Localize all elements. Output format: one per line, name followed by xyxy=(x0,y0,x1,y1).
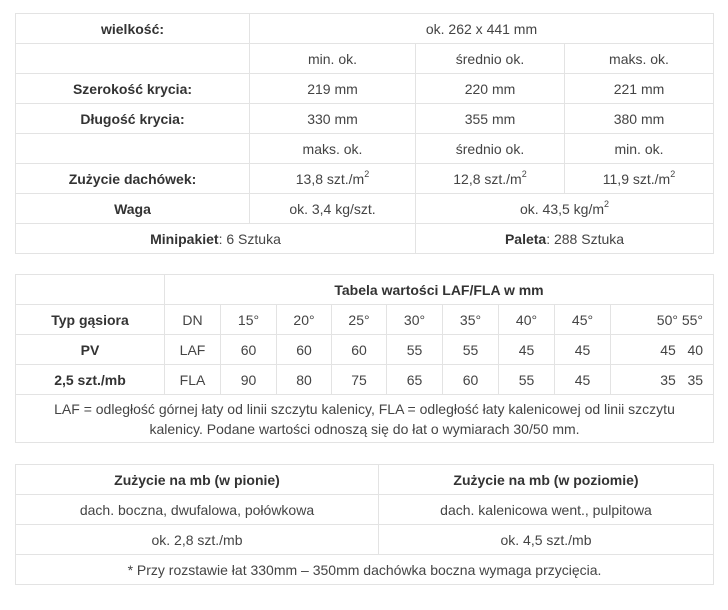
table-cell: 380 mm xyxy=(565,104,714,134)
table-row xyxy=(16,44,714,74)
table-cell: 55 xyxy=(499,365,555,395)
table-cell: 55 xyxy=(387,335,443,365)
vertical-types: dach. boczna, dwufalowa, połówkowa xyxy=(16,495,379,525)
table-row xyxy=(16,275,714,305)
dn-label: DN xyxy=(165,305,221,335)
table-cell-pair xyxy=(611,365,714,395)
table-cell: 55 xyxy=(443,335,499,365)
table-row xyxy=(16,395,714,443)
empty-cell xyxy=(16,275,165,305)
table-row xyxy=(16,335,714,365)
column-header: min. ok. xyxy=(565,134,714,164)
table-row xyxy=(16,224,714,254)
table-row xyxy=(16,104,714,134)
table-cell: 80 xyxy=(277,365,332,395)
table-cell: 220 mm xyxy=(416,74,565,104)
column-header: średnio ok. xyxy=(416,134,565,164)
column-header: średnio ok. xyxy=(416,44,565,74)
length-label: Długość krycia: xyxy=(16,104,250,134)
vertical-value: ok. 2,8 szt./mb xyxy=(16,525,379,555)
weight-piece: ok. 3,4 kg/szt. xyxy=(250,194,416,224)
angle-header: 40° xyxy=(499,305,555,335)
table-cell: 40 xyxy=(687,341,704,358)
table-cell-pair xyxy=(611,335,714,365)
table-row xyxy=(16,525,714,555)
table-cell: 330 mm xyxy=(250,104,416,134)
table-row xyxy=(16,164,714,194)
table-cell: 60 xyxy=(277,335,332,365)
table-row xyxy=(16,14,714,44)
table-cell xyxy=(565,164,714,194)
exponent: 2 xyxy=(364,168,370,179)
table-row xyxy=(16,365,714,395)
pallet-cell xyxy=(416,224,714,254)
pallet-label: Paleta xyxy=(504,230,547,247)
laf-label: LAF xyxy=(165,335,221,365)
exponent: 2 xyxy=(604,198,610,209)
table-cell: 90 xyxy=(221,365,277,395)
table-row xyxy=(16,465,714,495)
count-label: 2,5 szt./mb xyxy=(16,365,165,395)
width-label: Szerokość krycia: xyxy=(16,74,250,104)
angle-header: 35° xyxy=(443,305,499,335)
column-header: maks. ok. xyxy=(565,44,714,74)
horizontal-types: dach. kalenicowa went., pulpitowa xyxy=(379,495,714,525)
table-cell: 355 mm xyxy=(416,104,565,134)
fla-label: FLA xyxy=(165,365,221,395)
size-label: wielkość: xyxy=(16,14,250,44)
type-label: Typ gąsiora xyxy=(16,305,165,335)
table-note: LAF = odległość górnej łaty od linii szczytu kalenicy, FLA = odległość łaty kalenicowej od linii szczytu kalenicy. Podane wartości odnoszą się do łat o wymiarach 30/50 mm. xyxy=(16,395,714,443)
table-row xyxy=(16,305,714,335)
column-header: min. ok. xyxy=(250,44,416,74)
table-title: Tabela wartości LAF/FLA w mm xyxy=(165,275,714,305)
size-value: ok. 262 x 441 mm xyxy=(250,14,714,44)
empty-cell xyxy=(16,44,250,74)
empty-cell xyxy=(16,134,250,164)
table-cell: 60 xyxy=(221,335,277,365)
angle-header: 45° xyxy=(555,305,611,335)
angle-header: 15° xyxy=(221,305,277,335)
table-cell: 60 xyxy=(332,335,387,365)
angle-header: 55° xyxy=(681,311,704,328)
exponent: 2 xyxy=(521,168,527,179)
table-row xyxy=(16,134,714,164)
angle-header: 25° xyxy=(332,305,387,335)
table-cell: 35 xyxy=(687,371,704,388)
minipack-value: : 6 Sztuka xyxy=(218,230,281,247)
pallet-value: : 288 Sztuka xyxy=(546,230,625,247)
minipack-cell xyxy=(16,224,416,254)
laf-fla-table xyxy=(15,274,714,443)
table-cell: 60 xyxy=(443,365,499,395)
pv-label: PV xyxy=(16,335,165,365)
table-cell: 45 xyxy=(555,365,611,395)
vertical-header: Zużycie na mb (w pionie) xyxy=(16,465,379,495)
angle-header-pair xyxy=(611,305,714,335)
usage-value: 11,9 szt./m xyxy=(602,170,671,187)
table-cell xyxy=(250,164,416,194)
horizontal-value: ok. 4,5 szt./mb xyxy=(379,525,714,555)
exponent: 2 xyxy=(670,168,676,179)
usage-label: Zużycie dachówek: xyxy=(16,164,250,194)
table-cell xyxy=(416,164,565,194)
table-cell: 45 xyxy=(660,341,676,358)
table-cell: 45 xyxy=(499,335,555,365)
table-row xyxy=(16,74,714,104)
table-row xyxy=(16,495,714,525)
table-row xyxy=(16,194,714,224)
table-cell: 219 mm xyxy=(250,74,416,104)
column-header: maks. ok. xyxy=(250,134,416,164)
size-table xyxy=(15,13,714,254)
angle-header: 30° xyxy=(387,305,443,335)
weight-area: ok. 43,5 kg/m xyxy=(519,200,605,217)
table-cell xyxy=(416,194,714,224)
weight-label: Waga xyxy=(16,194,250,224)
table-row xyxy=(16,555,714,585)
table-cell: 35 xyxy=(660,371,676,388)
usage-value: 12,8 szt./m xyxy=(453,170,522,187)
mb-usage-table xyxy=(15,464,714,585)
angle-header: 20° xyxy=(277,305,332,335)
table-cell: 65 xyxy=(387,365,443,395)
angle-header: 50° xyxy=(656,311,678,328)
table-cell: 45 xyxy=(555,335,611,365)
usage-value: 13,8 szt./m xyxy=(295,170,365,187)
table-cell: 221 mm xyxy=(565,74,714,104)
minipack-label: Minipakiet xyxy=(150,230,219,247)
table-cell: 75 xyxy=(332,365,387,395)
horizontal-header: Zużycie na mb (w poziomie) xyxy=(379,465,714,495)
footnote: * Przy rozstawie łat 330mm – 350mm dachówka boczna wymaga przycięcia. xyxy=(16,555,714,585)
